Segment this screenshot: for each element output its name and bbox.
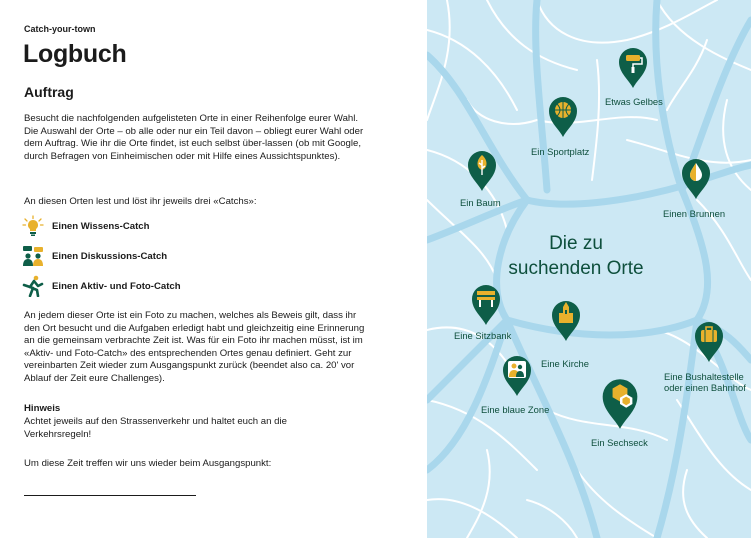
meeting-time-line[interactable] [24, 495, 196, 496]
map-title-line2: suchenden Orte [508, 258, 644, 279]
catch-label: Einen Aktiv- und Foto-Catch [52, 280, 181, 292]
place-label: Etwas Gelbes [605, 96, 663, 107]
section-title: Auftrag [24, 84, 74, 100]
lightbulb-icon [22, 215, 44, 237]
intro-paragraph: Besucht die nachfolgenden aufgelisteten Orte in einer Reihenfolge eurer Wahl. Die Auswahl der Orte – ob alle oder nur ein Teil davon – obliegt eurer Wahl oder dem Auftrag. Wie ihr die Orte findet, ist euch selbst über-lassen (ob mit Google, durch Befragen von Einheimischen oder mit Hilfe eines Aussichtspunktes). [24, 113, 364, 162]
catch-label: Einen Wissens-Catch [52, 220, 150, 232]
place-label: Ein Sechseck [591, 437, 648, 448]
activity-icon [22, 275, 44, 297]
catchs-intro: An diesen Orten lest und löst ihr jeweils drei «Catchs»: [24, 196, 257, 207]
discussion-icon [22, 245, 44, 267]
place-label: Eine Sitzbank [454, 330, 512, 341]
place-label: Einen Brunnen [663, 208, 726, 219]
place-label: Eine blaue Zone [481, 404, 550, 415]
meeting-time-prompt: Um diese Zeit treffen wir uns wieder beim Ausgangspunkt: [24, 458, 272, 469]
ball-icon [555, 102, 571, 118]
people-icon [508, 361, 526, 378]
place-label: Ein Sportplatz [531, 146, 590, 157]
place-label: Eine Kirche [541, 358, 589, 369]
catch-label: Einen Diskussions-Catch [52, 250, 168, 262]
place-label: Ein Baum [460, 197, 501, 208]
places-map [427, 0, 751, 538]
hint-paragraph: Achtet jeweils auf den Strassenverkehr und haltet euch an die Verkehrsregeln! [24, 416, 287, 440]
catch-discussion [22, 245, 167, 267]
hint-heading: Hinweis [24, 403, 61, 414]
photo-paragraph: An jedem dieser Orte ist ein Foto zu machen, welches als Beweis gilt, dass ihr den Ort besucht und die Aufgaben erledigt habt und gleichzeitig eine Erinnerung an die gemeinsam verbrachte Zeit ist. Was für ein Foto ihr machen müsst, ist im «Aktiv- und Foto-Catch» des entsprechenden Ortes genau definiert. Geht zur vereinbarten Zeit wieder zum Ausgangspunkt zurück (beendet also ca. 20' vor Ablauf der Zeit eure Challenges). [24, 310, 365, 384]
brand-label: Catch-your-town [24, 24, 96, 34]
page-title: Logbuch [23, 40, 127, 68]
catch-knowledge [22, 215, 149, 237]
map-title-line1: Die zu [549, 233, 603, 254]
catch-activity-photo [22, 275, 181, 297]
place-label: Eine Bushaltestelle [664, 371, 744, 382]
place-label: oder einen Bahnhof [664, 382, 746, 393]
map-title [501, 231, 651, 281]
